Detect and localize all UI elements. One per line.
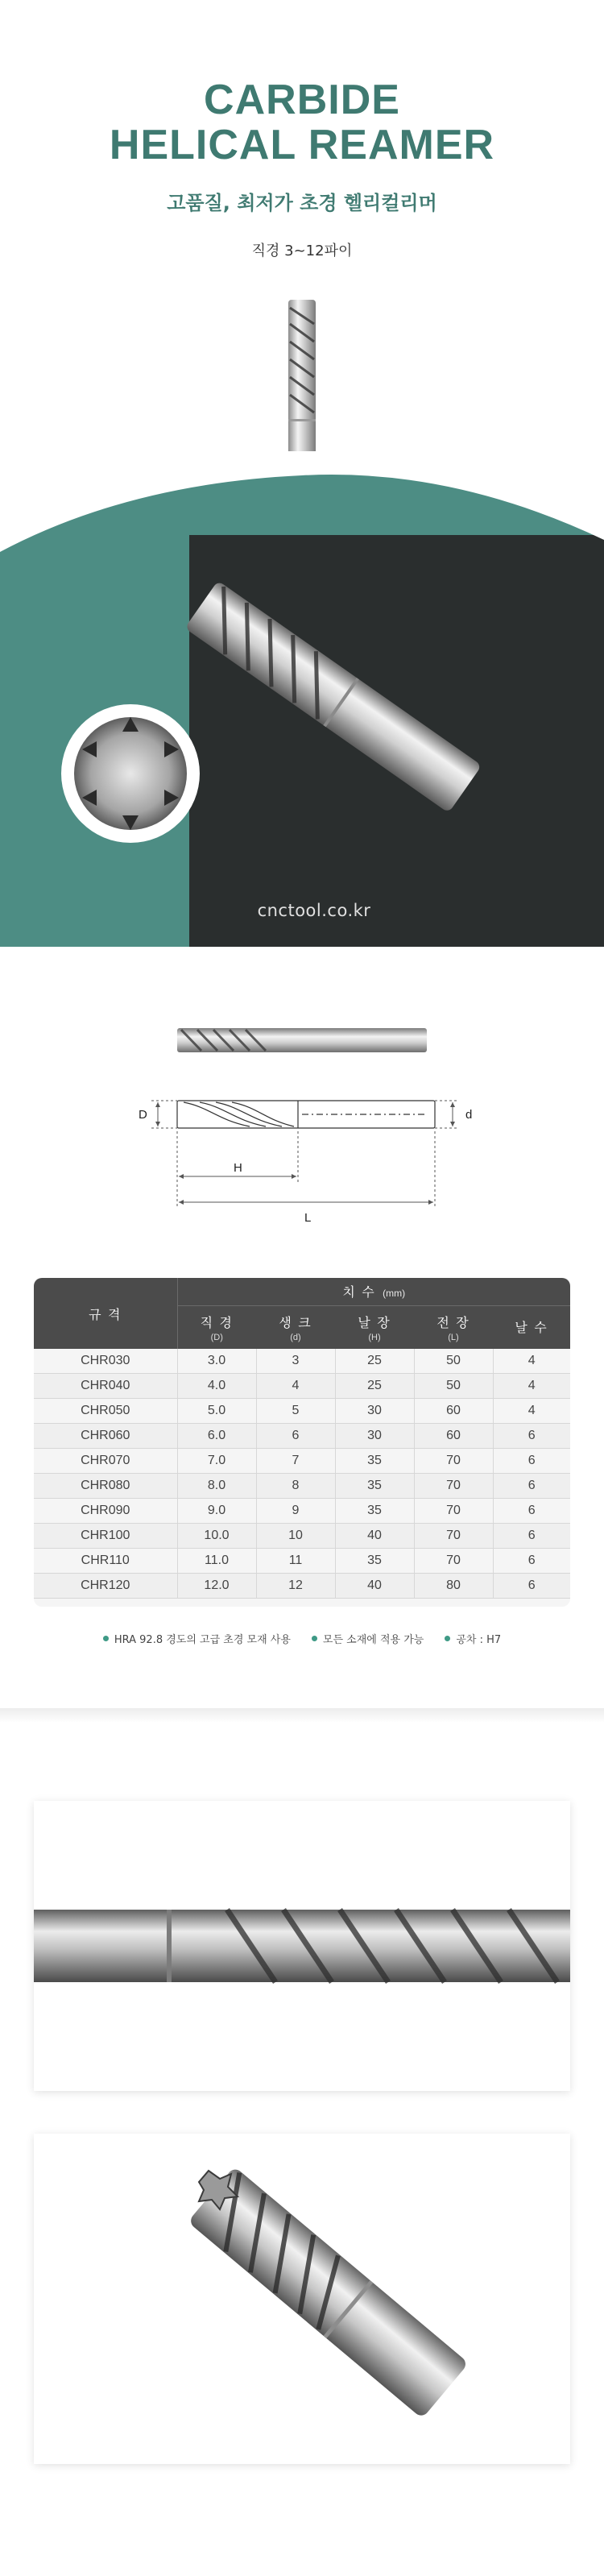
cell-flutes: 6 (493, 1549, 570, 1574)
spec-table-body (34, 1349, 570, 1599)
cell-model: CHR110 (34, 1549, 177, 1574)
cell-shank: 4 (256, 1374, 335, 1399)
cell-flutes: 6 (493, 1499, 570, 1524)
cell-flute-length: 35 (335, 1474, 414, 1499)
cell-diameter: 5.0 (177, 1399, 256, 1424)
cell-flute-length: 35 (335, 1499, 414, 1524)
diameter-range: 직경 3~12파이 (251, 243, 353, 259)
header-col-total-length: 전 장 (L) (414, 1305, 493, 1349)
cell-total-length: 80 (414, 1574, 493, 1599)
cell-model: CHR120 (34, 1574, 177, 1599)
cell-flutes: 4 (493, 1399, 570, 1424)
product-photo-card-1 (34, 1801, 570, 2091)
header-col-flute-length: 날 장 (H) (335, 1305, 414, 1349)
table-row (34, 1424, 570, 1449)
label-d: d (465, 1108, 473, 1122)
table-row (34, 1474, 570, 1499)
cell-flute-length: 30 (335, 1424, 414, 1449)
table-row (34, 1449, 570, 1474)
cell-shank: 10 (256, 1524, 335, 1549)
cell-model: CHR090 (34, 1499, 177, 1524)
cell-flutes: 6 (493, 1424, 570, 1449)
cell-flutes: 4 (493, 1374, 570, 1399)
header-col-flutes: 날 수 (493, 1305, 570, 1349)
label-D: D (139, 1108, 147, 1122)
cell-model: CHR040 (34, 1374, 177, 1399)
cell-model: CHR050 (34, 1399, 177, 1424)
table-row (34, 1399, 570, 1424)
header-col-diameter: 직 경 (D) (177, 1305, 256, 1349)
cell-diameter: 3.0 (177, 1349, 256, 1374)
product-photo-card-2 (34, 2134, 570, 2464)
hero-title-line1: CARBIDE (204, 77, 400, 123)
header-dimension: 치 수 (mm) (177, 1278, 570, 1305)
cell-shank: 7 (256, 1449, 335, 1474)
cell-total-length: 70 (414, 1474, 493, 1499)
cell-model: CHR080 (34, 1474, 177, 1499)
cell-diameter: 7.0 (177, 1449, 256, 1474)
cell-shank: 5 (256, 1399, 335, 1424)
cell-flute-length: 40 (335, 1524, 414, 1549)
cell-diameter: 11.0 (177, 1549, 256, 1574)
cell-flute-length: 30 (335, 1399, 414, 1424)
hero-subtitle: 고품질, 최저가 초경 헬리컬리머 (167, 192, 437, 214)
hero-band-graphic (0, 451, 604, 947)
dimension-diagram (121, 1022, 491, 1231)
cell-flutes: 6 (493, 1474, 570, 1499)
note-item: HRA 92.8 경도의 고급 초경 모재 사용 (103, 1631, 291, 1646)
cell-shank: 8 (256, 1474, 335, 1499)
cell-shank: 12 (256, 1574, 335, 1599)
note-item: 모든 소재에 적용 가능 (312, 1631, 424, 1646)
cell-model: CHR100 (34, 1524, 177, 1549)
hero-title-line2: HELICAL REAMER (109, 122, 495, 168)
cell-model: CHR060 (34, 1424, 177, 1449)
hero-band (0, 451, 604, 947)
cell-total-length: 70 (414, 1499, 493, 1524)
cell-total-length: 70 (414, 1524, 493, 1549)
table-row (34, 1549, 570, 1574)
cell-flute-length: 35 (335, 1549, 414, 1574)
cell-shank: 6 (256, 1424, 335, 1449)
label-H: H (234, 1161, 242, 1175)
table-row (34, 1349, 570, 1374)
hero-title (0, 77, 604, 168)
cell-model: CHR030 (34, 1349, 177, 1374)
cell-shank: 3 (256, 1349, 335, 1374)
cell-diameter: 10.0 (177, 1524, 256, 1549)
cell-diameter: 12.0 (177, 1574, 256, 1599)
cell-diameter: 4.0 (177, 1374, 256, 1399)
cell-shank: 9 (256, 1499, 335, 1524)
cell-total-length: 70 (414, 1549, 493, 1574)
cell-model: CHR070 (34, 1449, 177, 1474)
cell-flutes: 4 (493, 1349, 570, 1374)
feature-notes (0, 1631, 604, 1646)
note-item: 공차 : H7 (445, 1631, 501, 1646)
label-L: L (304, 1211, 312, 1225)
cell-total-length: 70 (414, 1449, 493, 1474)
site-url: cnctool.co.kr (257, 901, 371, 920)
header-spec: 규 격 (34, 1278, 177, 1349)
cell-flute-length: 35 (335, 1449, 414, 1474)
cell-flutes: 6 (493, 1449, 570, 1474)
spec-table (34, 1278, 570, 1599)
bullet-dot-icon (103, 1636, 109, 1641)
bullet-dot-icon (445, 1636, 450, 1641)
header-col-shank: 생 크 (d) (256, 1305, 335, 1349)
cell-diameter: 9.0 (177, 1499, 256, 1524)
section-divider (0, 1708, 604, 1723)
cell-diameter: 6.0 (177, 1424, 256, 1449)
cell-flutes: 6 (493, 1524, 570, 1549)
reamer-closeup-horizontal-image (34, 1801, 570, 2091)
cell-total-length: 50 (414, 1349, 493, 1374)
cell-flute-length: 25 (335, 1374, 414, 1399)
reamer-photo-horizontal (177, 1028, 427, 1052)
table-row (34, 1524, 570, 1549)
bullet-dot-icon (312, 1636, 317, 1641)
table-row (34, 1374, 570, 1399)
cell-total-length: 60 (414, 1399, 493, 1424)
cell-total-length: 50 (414, 1374, 493, 1399)
cell-shank: 11 (256, 1549, 335, 1574)
table-row (34, 1574, 570, 1599)
cell-flute-length: 25 (335, 1349, 414, 1374)
cell-total-length: 60 (414, 1424, 493, 1449)
cell-diameter: 8.0 (177, 1474, 256, 1499)
cell-flutes: 6 (493, 1574, 570, 1599)
reamer-angled-image (34, 2134, 570, 2464)
cell-flute-length: 40 (335, 1574, 414, 1599)
table-row (34, 1499, 570, 1524)
